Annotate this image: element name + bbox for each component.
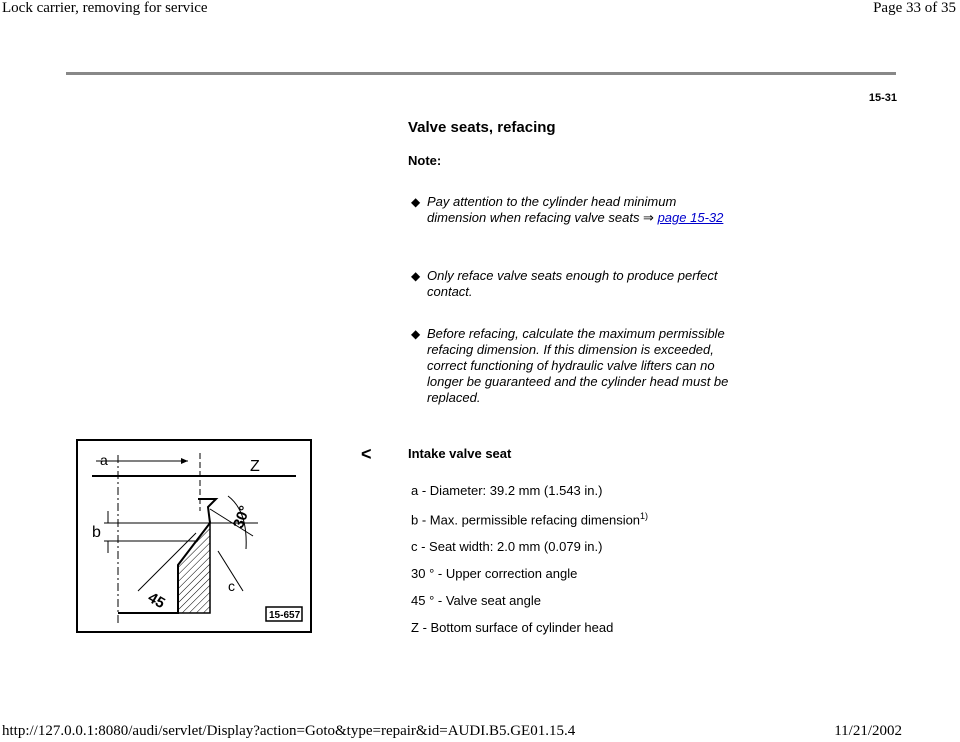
legend-item: a - Diameter: 39.2 mm (1.543 in.) (411, 483, 603, 498)
header-rule (66, 72, 896, 75)
bullet-item (411, 326, 731, 406)
label-z: Z (250, 458, 260, 475)
note-label: Note: (408, 153, 442, 168)
valve-seat-diagram (76, 439, 312, 633)
diamond-bullet-icon: ◆ (411, 269, 421, 283)
legend-item: b - Max. permissible refacing dimension$^{1)}$ (411, 511, 649, 528)
figure-ref: 15-657 (269, 610, 301, 621)
diamond-bullet-icon: ◆ (411, 327, 421, 341)
document-title: Lock carrier, removing for service (2, 0, 208, 16)
page-link[interactable]: page 15-32 (657, 210, 724, 225)
legend-item: 45 ° - Valve seat angle (411, 593, 541, 608)
label-angle-30: 30° (230, 503, 254, 531)
footer-url: http://127.0.0.1:8080/audi/servlet/Display?action=Goto&type=repair&id=AUDI.B5.GE01.15.4 (2, 723, 576, 739)
bullet-text: Pay attention to the cylinder head minimum dimension when refacing valve seats ⇒ (427, 194, 677, 225)
label-a: a (100, 452, 108, 468)
footer-date: 11/21/2002 (834, 723, 902, 739)
label-b: b (92, 524, 101, 541)
page-number: 15-31 (868, 92, 897, 104)
section-title: Valve seats, refacing (408, 119, 556, 136)
legend-item: c - Seat width: 2.0 mm (0.079 in.) (411, 539, 603, 554)
intake-valve-seat-title: Intake valve seat (408, 446, 512, 461)
diamond-bullet-icon: ◆ (411, 195, 421, 209)
bullet-text: Before refacing, calculate the maximum permissible refacing dimension. If this dimension is exceeded, correct functioning of hydraulic valve lifters can no longer be guaranteed and the cylinder head must be replaced. (427, 326, 729, 405)
label-c: c (228, 578, 235, 594)
chevron-left-icon: < (361, 444, 372, 464)
page-info: Page 33 of 35 (873, 0, 956, 16)
bullet-item (411, 268, 731, 300)
legend-item: 30 ° - Upper correction angle (411, 566, 578, 581)
legend-item: Z - Bottom surface of cylinder head (411, 620, 614, 635)
valve-seat-drawing (78, 441, 310, 631)
label-angle-45: 45 (144, 589, 168, 613)
bullet-text: Only reface valve seats enough to produce perfect contact. (427, 268, 718, 299)
bullet-item (411, 194, 731, 226)
